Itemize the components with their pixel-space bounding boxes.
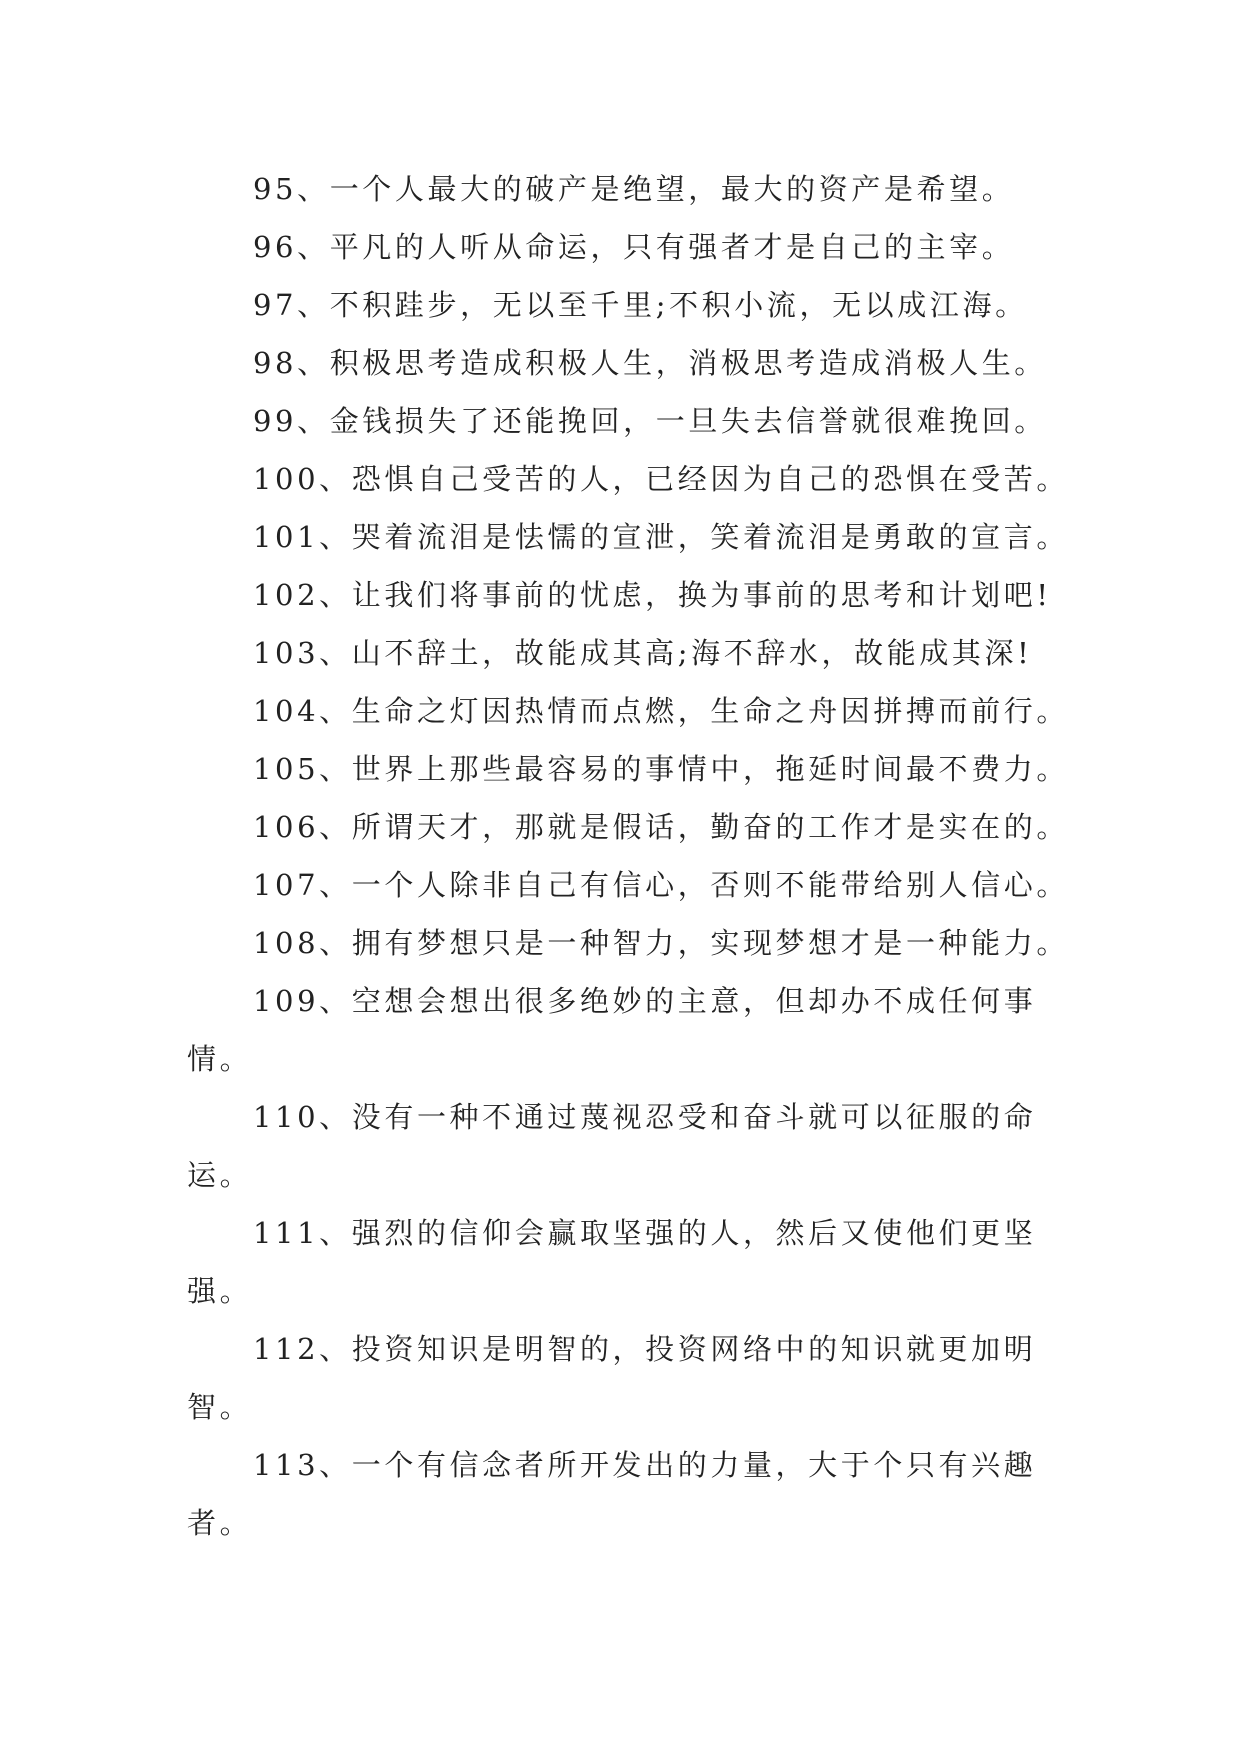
quote-107: 107、一个人除非自己有信心，否则不能带给别人信心。 xyxy=(253,868,1069,902)
quote-100: 100、恐惧自己受苦的人，已经因为自己的恐惧在受苦。 xyxy=(253,462,1069,496)
quote-111-continuation: 强。 xyxy=(187,1274,253,1308)
quote-108: 108、拥有梦想只是一种智力，实现梦想才是一种能力。 xyxy=(253,926,1069,960)
quote-101: 101、哭着流泪是怯懦的宣泄，笑着流泪是勇敢的宣言。 xyxy=(253,520,1069,554)
quote-113: 113、一个有信念者所开发出的力量，大于个只有兴趣 xyxy=(253,1448,1037,1482)
quote-109-continuation: 情。 xyxy=(187,1042,253,1076)
quote-97: 97、不积跬步，无以至千里;不积小流，无以成江海。 xyxy=(253,288,1028,322)
quote-106: 106、所谓天才，那就是假话，勤奋的工作才是实在的。 xyxy=(253,810,1069,844)
quote-96: 96、平凡的人听从命运，只有强者才是自己的主宰。 xyxy=(253,230,1015,264)
quote-95: 95、一个人最大的破产是绝望，最大的资产是希望。 xyxy=(253,172,1015,206)
quote-113-continuation: 者。 xyxy=(187,1506,253,1540)
quote-112: 112、投资知识是明智的，投资网络中的知识就更加明 xyxy=(253,1332,1037,1366)
quote-99: 99、金钱损失了还能挽回，一旦失去信誉就很难挽回。 xyxy=(253,404,1047,438)
quote-list xyxy=(187,160,1067,1552)
quote-112-continuation: 智。 xyxy=(187,1390,253,1424)
quote-103: 103、山不辞土，故能成其高;海不辞水，故能成其深! xyxy=(253,636,1033,670)
quote-110: 110、没有一种不通过蔑视忍受和奋斗就可以征服的命 xyxy=(253,1100,1037,1134)
quote-104: 104、生命之灯因热情而点燃，生命之舟因拼搏而前行。 xyxy=(253,694,1069,728)
quote-102: 102、让我们将事前的忧虑，换为事前的思考和计划吧! xyxy=(253,578,1052,612)
quote-111: 111、强烈的信仰会赢取坚强的人，然后又使他们更坚 xyxy=(253,1216,1037,1250)
quote-109: 109、空想会想出很多绝妙的主意，但却办不成任何事 xyxy=(253,984,1037,1018)
quote-98: 98、积极思考造成积极人生，消极思考造成消极人生。 xyxy=(253,346,1047,380)
quote-110-continuation: 运。 xyxy=(187,1158,253,1192)
quote-105: 105、世界上那些最容易的事情中，拖延时间最不费力。 xyxy=(253,752,1069,786)
